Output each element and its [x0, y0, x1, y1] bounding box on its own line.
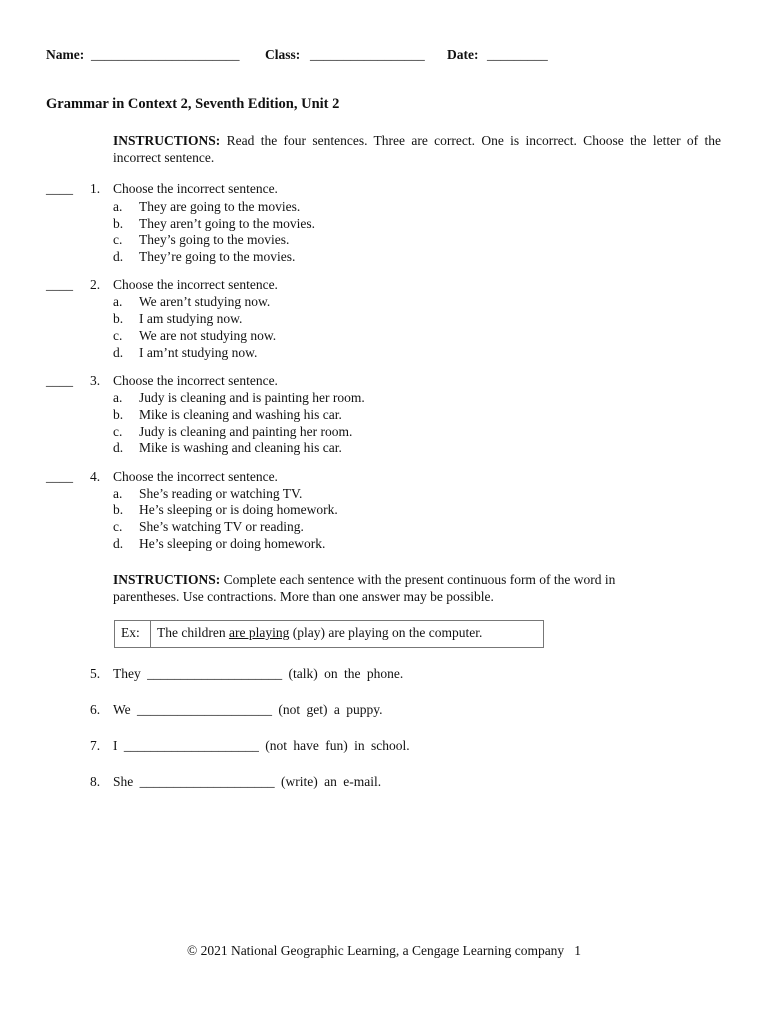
- question-prompt-4: Choose the incorrect sentence.: [113, 469, 278, 484]
- option-letter-3d: d.: [113, 440, 124, 455]
- answer-blank-4[interactable]: ____: [46, 469, 73, 484]
- fill-question-5[interactable]: They ____________________ (talk) on the phone.: [113, 666, 404, 681]
- option-text-1d: They’re going to the movies.: [139, 249, 296, 264]
- option-text-3d: Mike is washing and cleaning his car.: [139, 440, 342, 455]
- question-number-3: 3.: [90, 373, 101, 388]
- option-letter-2c: c.: [113, 328, 123, 343]
- option-letter-4d: d.: [113, 536, 124, 551]
- date-field[interactable]: _________: [487, 47, 548, 62]
- name-label: Name:: [46, 47, 85, 62]
- option-text-1c: They’s going to the movies.: [139, 232, 290, 247]
- example-divider: [150, 621, 151, 647]
- instructions-1: [113, 132, 721, 166]
- option-letter-1d: d.: [113, 249, 124, 264]
- option-letter-4b: b.: [113, 502, 124, 517]
- option-letter-4c: c.: [113, 519, 123, 534]
- option-text-1b: They aren’t going to the movies.: [139, 216, 315, 231]
- option-text-2d: I am’nt studying now.: [139, 345, 258, 360]
- option-text-3b: Mike is cleaning and washing his car.: [139, 407, 342, 422]
- instructions-2-text: Complete each sentence with the present continuous form of the word in parentheses. Use contractions. More than one answer may be possible.: [113, 572, 616, 604]
- instructions-2-label: INSTRUCTIONS:: [113, 572, 221, 587]
- answer-blank-1[interactable]: ____: [46, 181, 73, 196]
- option-letter-2b: b.: [113, 311, 124, 326]
- question-number-4: 4.: [90, 469, 101, 484]
- name-field[interactable]: ______________________: [91, 47, 240, 62]
- question-number-1: 1.: [90, 181, 101, 196]
- question-number-5: 5.: [90, 666, 101, 681]
- instructions-2: [113, 571, 673, 605]
- option-text-1a: They are going to the movies.: [139, 199, 301, 214]
- option-text-3a: Judy is cleaning and is painting her room.: [139, 390, 365, 405]
- option-letter-1b: b.: [113, 216, 124, 231]
- class-field[interactable]: _________________: [310, 47, 425, 62]
- example-label: Ex:: [121, 625, 140, 640]
- example-before: The children: [157, 625, 229, 640]
- date-label: Date:: [447, 47, 479, 62]
- answer-blank-3[interactable]: ____: [46, 373, 73, 388]
- page-title: Grammar in Context 2, Seventh Edition, Unit 2: [46, 96, 340, 112]
- option-text-2c: We are not studying now.: [139, 328, 277, 343]
- fill-question-7[interactable]: I ____________________ (not have fun) in school.: [113, 738, 410, 753]
- example-text: [157, 625, 482, 641]
- option-text-2b: I am studying now.: [139, 311, 243, 326]
- fill-question-8[interactable]: She ____________________ (write) an e-mail.: [113, 774, 382, 789]
- instructions-1-label: INSTRUCTIONS:: [113, 133, 221, 148]
- question-prompt-2: Choose the incorrect sentence.: [113, 277, 278, 292]
- class-label: Class:: [265, 47, 301, 62]
- page-footer: © 2021 National Geographic Learning, a Cengage Learning company 1: [186, 943, 582, 958]
- option-text-4c: She’s watching TV or reading.: [139, 519, 304, 534]
- example-after: (play) are playing on the computer.: [289, 625, 483, 640]
- question-prompt-1: Choose the incorrect sentence.: [113, 181, 278, 196]
- option-text-4d: He’s sleeping or doing homework.: [139, 536, 326, 551]
- example-box: [114, 620, 544, 648]
- option-text-4a: She’s reading or watching TV.: [139, 486, 303, 501]
- option-letter-1c: c.: [113, 232, 123, 247]
- example-answer: are playing: [228, 625, 290, 640]
- option-letter-2a: a.: [113, 294, 123, 309]
- option-letter-3c: c.: [113, 424, 123, 439]
- option-letter-4a: a.: [113, 486, 123, 501]
- question-prompt-3: Choose the incorrect sentence.: [113, 373, 278, 388]
- option-letter-1a: a.: [113, 199, 123, 214]
- question-number-7: 7.: [90, 738, 101, 753]
- option-text-3c: Judy is cleaning and painting her room.: [139, 424, 353, 439]
- question-number-6: 6.: [90, 702, 101, 717]
- option-text-2a: We aren’t studying now.: [139, 294, 271, 309]
- option-text-4b: He’s sleeping or is doing homework.: [139, 502, 338, 517]
- fill-question-6[interactable]: We ____________________ (not get) a puppy.: [113, 702, 383, 717]
- question-number-8: 8.: [90, 774, 101, 789]
- question-number-2: 2.: [90, 277, 101, 292]
- option-letter-3b: b.: [113, 407, 124, 422]
- option-letter-2d: d.: [113, 345, 124, 360]
- instructions-1-text: Read the four sentences. Three are correct. One is incorrect. Choose the letter of the incorrect sentence.: [113, 133, 721, 165]
- answer-blank-2[interactable]: ____: [46, 277, 73, 292]
- option-letter-3a: a.: [113, 390, 123, 405]
